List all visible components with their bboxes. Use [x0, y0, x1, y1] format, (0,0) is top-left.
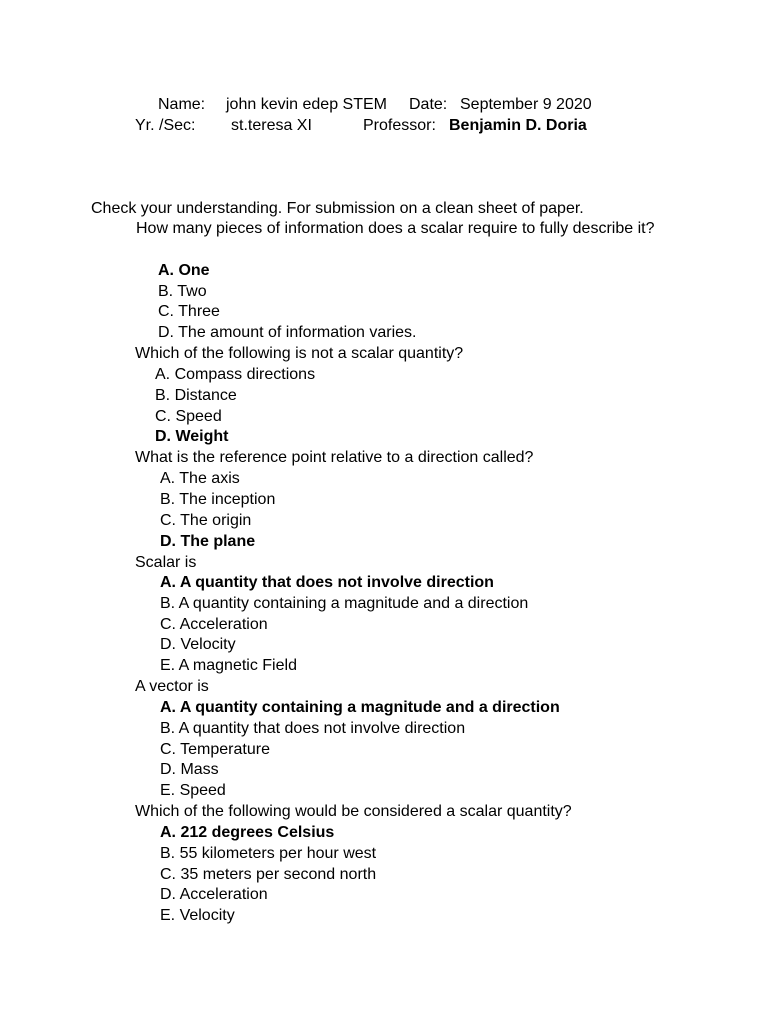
q5-option-e: E. Speed	[160, 782, 226, 799]
q2-option-d: D. Weight	[155, 428, 229, 445]
q5-option-b: B. A quantity that does not involve direction	[160, 720, 466, 737]
question-4-text: Scalar is	[135, 554, 197, 571]
professor-label: Professor:	[363, 117, 436, 134]
question-5-text: A vector is	[135, 678, 209, 695]
q4-option-e: E. A magnetic Field	[160, 657, 297, 674]
question-3-text: What is the reference point relative to a direction called?	[135, 449, 534, 466]
q6-option-d: D. Acceleration	[160, 886, 268, 903]
q4-option-c: C. Acceleration	[160, 616, 268, 633]
q5-option-d: D. Mass	[160, 761, 219, 778]
q2-option-b: B. Distance	[155, 387, 237, 404]
q5-option-c: C. Temperature	[160, 741, 270, 758]
instructions: Check your understanding. For submission on a clean sheet of paper.	[91, 200, 584, 217]
name-value: john kevin edep STEM	[226, 96, 387, 113]
q3-option-c: C. The origin	[160, 512, 252, 529]
q4-option-a: A. A quantity that does not involve direction	[160, 574, 494, 591]
q1-option-b: B. Two	[158, 283, 207, 300]
q3-option-d: D. The plane	[160, 533, 256, 550]
q3-option-b: B. The inception	[160, 491, 276, 508]
question-2-text: Which of the following is not a scalar quantity?	[135, 345, 464, 362]
date-label: Date:	[409, 96, 448, 113]
professor-value: Benjamin D. Doria	[449, 117, 587, 134]
question-6-text: Which of the following would be considered a scalar quantity?	[135, 803, 572, 820]
name-label: Name:	[158, 96, 206, 113]
q6-option-b: B. 55 kilometers per hour west	[160, 845, 377, 862]
q4-option-b: B. A quantity containing a magnitude and a direction	[160, 595, 529, 612]
yrsec-value: st.teresa XI	[231, 117, 312, 134]
q6-option-a: A. 212 degrees Celsius	[160, 824, 335, 841]
yrsec-label: Yr. /Sec:	[135, 117, 196, 134]
q1-option-d: D. The amount of information varies.	[158, 324, 417, 341]
q2-option-c: C. Speed	[155, 408, 222, 425]
q5-option-a: A. A quantity containing a magnitude and a direction	[160, 699, 560, 716]
q4-option-d: D. Velocity	[160, 636, 236, 653]
q6-option-e: E. Velocity	[160, 907, 235, 924]
q3-option-a: A. The axis	[160, 470, 240, 487]
q2-option-a: A. Compass directions	[155, 366, 316, 383]
question-1-text: How many pieces of information does a scalar require to fully describe it?	[136, 220, 655, 237]
date-value: September 9 2020	[460, 96, 592, 113]
q1-option-a: A. One	[158, 262, 210, 279]
q1-option-c: C. Three	[158, 303, 220, 320]
q6-option-c: C. 35 meters per second north	[160, 866, 377, 883]
